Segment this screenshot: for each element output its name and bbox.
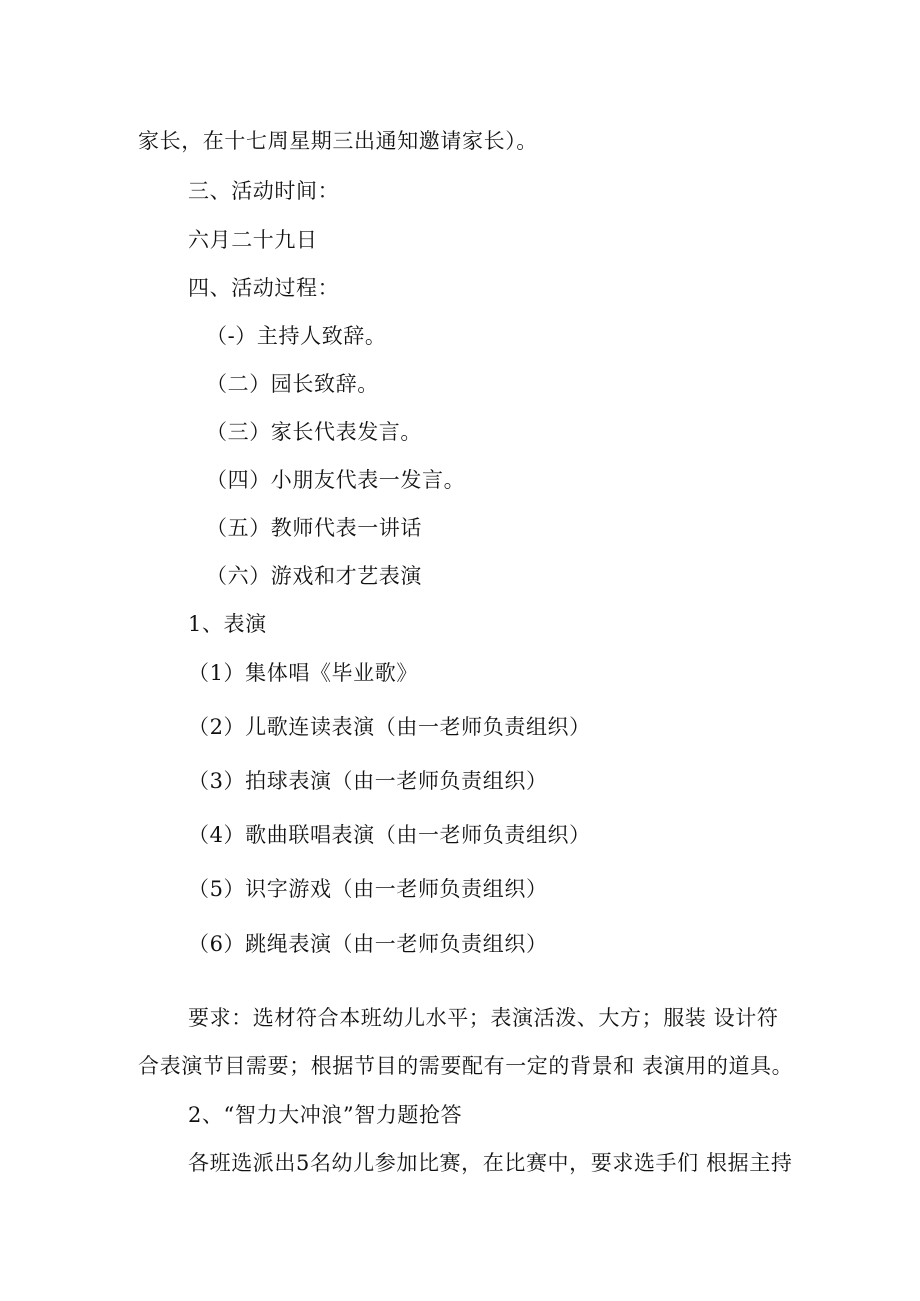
text-quiz-description: 各班选派出5名幼儿参加比赛，在比赛中，要求选手们 根据主持 xyxy=(188,1151,793,1175)
list-item-process-4: （四）小朋友代表一发言。 xyxy=(206,468,466,492)
list-item-process-5: （五）教师代表一讲话 xyxy=(206,516,422,540)
heading-quiz: 2、“智力大冲浪”智力题抢答 xyxy=(188,1103,463,1127)
list-item-performance-3: （3）拍球表演（由一老师负责组织） xyxy=(188,769,548,793)
list-item-performance-6: （6）跳绳表演（由一老师负责组织） xyxy=(188,932,548,956)
list-item-performance-1: （1）集体唱《毕业歌》 xyxy=(188,661,418,685)
list-item-process-3: （三）家长代表发言。 xyxy=(206,420,422,444)
text-activity-date: 六月二十九日 xyxy=(188,228,318,252)
list-item-performance-5: （5）识字游戏（由一老师负责组织） xyxy=(188,877,548,901)
text-requirements-line-2: 合表演节目需要；根据节目的需要配有一定的背景和 表演用的道具。 xyxy=(138,1054,794,1078)
text-requirements-line-1: 要求：选材符合本班幼儿水平；表演活泼、大方；服装 设计符 xyxy=(188,1006,779,1030)
text-line-invitation-note: 家长，在十七周星期三出通知邀请家长）。 xyxy=(138,129,538,153)
list-item-performance-4: （4）歌曲联唱表演（由一老师负责组织） xyxy=(188,823,591,847)
list-item-performance-2: （2）儿歌连读表演（由一老师负责组织） xyxy=(188,715,591,739)
list-item-process-2: （二）园长致辞。 xyxy=(206,372,379,396)
heading-activity-process: 四、活动过程： xyxy=(188,276,340,300)
heading-performance: 1、表演 xyxy=(188,612,267,636)
heading-activity-time: 三、活动时间： xyxy=(188,179,340,203)
list-item-process-1: （-）主持人致辞。 xyxy=(206,324,387,348)
list-item-process-6: （六）游戏和才艺表演 xyxy=(206,564,422,588)
